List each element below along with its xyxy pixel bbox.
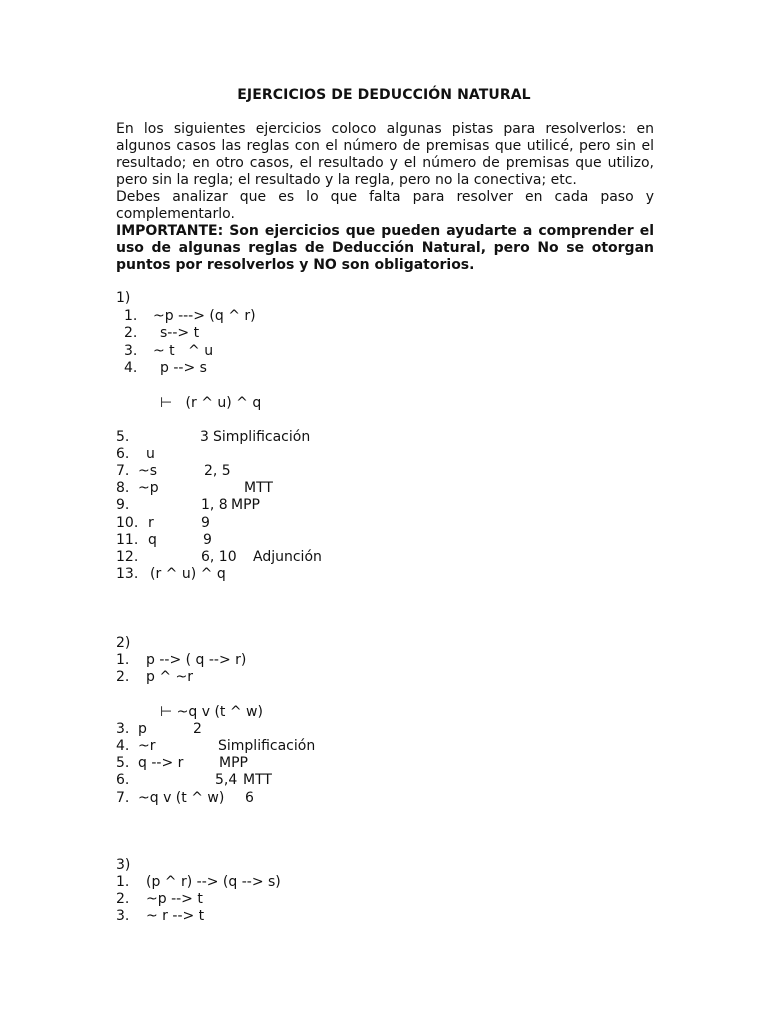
important-text: : Son ejercicios que pueden ayudarte a comprender el uso de algunas reglas de Deducción Natural, pero No se otorgan puntos por resolverlos y NO son obligatorios. bbox=[116, 223, 654, 273]
page-title: EJERCICIOS DE DEDUCCIÓN NATURAL bbox=[237, 87, 531, 103]
intro-section bbox=[116, 121, 654, 274]
step-formula: u bbox=[146, 446, 155, 462]
step-rule: Simplificación bbox=[213, 429, 311, 445]
step-number: 10. bbox=[116, 515, 139, 531]
step-refs: 9 bbox=[203, 532, 212, 548]
step-rule: MPP bbox=[219, 755, 248, 771]
step-number: 3. bbox=[116, 721, 130, 737]
step-rule: MTT bbox=[244, 480, 273, 496]
step-refs: 6 bbox=[245, 790, 254, 806]
step-number: 5. bbox=[116, 755, 130, 771]
premise-number: 4. bbox=[124, 360, 138, 376]
step-formula: ~s bbox=[138, 463, 158, 479]
step-formula: q --> r bbox=[138, 755, 184, 771]
step-number: 7. bbox=[116, 790, 130, 806]
premise-number: 3. bbox=[116, 908, 130, 924]
step-refs: 2, 5 bbox=[204, 463, 231, 479]
premise-number: 3. bbox=[124, 343, 138, 359]
step-number: 8. bbox=[116, 480, 130, 496]
premise-number: 2. bbox=[124, 325, 138, 341]
premise-formula: p --> ( q --> r) bbox=[146, 652, 247, 668]
important-label: IMPORTANTE bbox=[116, 223, 218, 239]
step-formula: ~p bbox=[138, 480, 159, 496]
step-formula: q bbox=[148, 532, 157, 548]
premise-formula: p ^ ~r bbox=[146, 669, 194, 685]
step-refs: 9 bbox=[201, 515, 210, 531]
premise-formula: ~ r --> t bbox=[146, 908, 205, 924]
step-number: 11. bbox=[116, 532, 139, 548]
intro-paragraph: En los siguientes ejercicios coloco algunas pistas para resolverlos: en algunos casos las reglas con el número de premisas que utilicé, pero sin el resultado; en otro casos, el resultado y el número de premisas que utilizo, pero sin la regla; el resultado y la regla, pero no la conectiva; etc. bbox=[116, 121, 654, 188]
exercise-header: 1) bbox=[116, 290, 131, 306]
step-formula: r bbox=[148, 515, 154, 531]
step-rule: MPP bbox=[231, 497, 260, 513]
step-number: 5. bbox=[116, 429, 130, 445]
step-rule: Adjunción bbox=[253, 549, 322, 565]
premise-formula: ~p ---> (q ^ r) bbox=[153, 308, 256, 324]
step-formula: ~r bbox=[138, 738, 156, 754]
conclusion: ⊢ ~q v (t ^ w) bbox=[160, 704, 263, 720]
premise-formula: (p ^ r) --> (q --> s) bbox=[146, 874, 281, 890]
step-formula: (r ^ u) ^ q bbox=[150, 566, 226, 582]
exercise-header: 2) bbox=[116, 635, 131, 651]
premise-number: 2. bbox=[116, 669, 130, 685]
step-rule: MTT bbox=[243, 772, 272, 788]
step-formula: p bbox=[138, 721, 147, 737]
step-number: 12. bbox=[116, 549, 139, 565]
step-number: 6. bbox=[116, 772, 130, 788]
step-refs: 3 bbox=[200, 429, 209, 445]
premise-formula: ~p --> t bbox=[146, 891, 203, 907]
premise-number: 1. bbox=[116, 652, 130, 668]
step-number: 6. bbox=[116, 446, 130, 462]
step-refs: 5,4 bbox=[215, 772, 238, 788]
step-rule: Simplificación bbox=[218, 738, 316, 754]
step-refs: 2 bbox=[193, 721, 202, 737]
premise-number: 1. bbox=[124, 308, 138, 324]
step-refs: 1, 8 bbox=[201, 497, 228, 513]
step-refs: 6, 10 bbox=[201, 549, 237, 565]
important-paragraph bbox=[116, 223, 654, 274]
premise-number: 1. bbox=[116, 874, 130, 890]
step-number: 13. bbox=[116, 566, 139, 582]
premise-formula: ~ t ^ u bbox=[153, 343, 214, 359]
exercise-header: 3) bbox=[116, 857, 131, 873]
conclusion: ⊢ (r ^ u) ^ q bbox=[160, 395, 262, 411]
advice-paragraph: Debes analizar que es lo que falta para resolver en cada paso y complementarlo. bbox=[116, 189, 654, 222]
step-number: 4. bbox=[116, 738, 130, 754]
step-formula: ~q v (t ^ w) bbox=[138, 790, 225, 806]
step-number: 7. bbox=[116, 463, 130, 479]
premise-number: 2. bbox=[116, 891, 130, 907]
step-number: 9. bbox=[116, 497, 130, 513]
premise-formula: p --> s bbox=[160, 360, 207, 376]
premise-formula: s--> t bbox=[160, 325, 200, 341]
